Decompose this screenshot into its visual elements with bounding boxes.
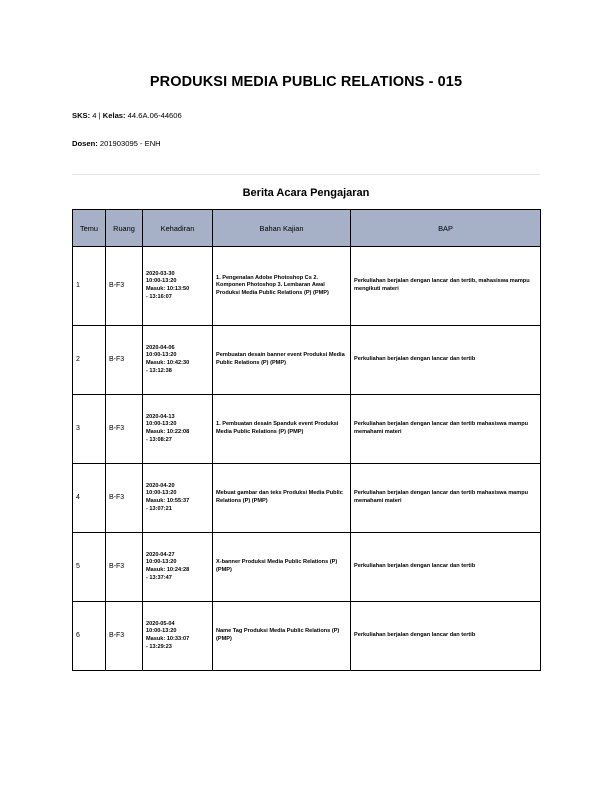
kehadiran-date: 2020-03-30: [146, 270, 175, 277]
kehadiran-schedule: 10:00-13:20: [146, 352, 177, 359]
cell-kehadiran: [143, 326, 213, 395]
kehadiran-schedule: 10:00-13:20: [146, 559, 177, 566]
kehadiran-date: 2020-04-20: [146, 482, 175, 489]
kehadiran-checkout: - 13:16:07: [146, 293, 172, 300]
kehadiran-date: 2020-05-04: [146, 620, 175, 627]
table-row: [73, 247, 541, 326]
table-row: [73, 395, 541, 464]
header-bahan-kajian: Bahan Kajian: [213, 210, 351, 247]
cell-temu: 4: [73, 464, 106, 533]
cell-kehadiran: [143, 395, 213, 464]
kehadiran-checkin: Masuk: 10:33:07: [146, 636, 190, 642]
header-temu: Temu: [73, 210, 106, 247]
kehadiran-checkin: Masuk: 10:55:37: [146, 498, 190, 504]
header-kehadiran: Kehadiran: [143, 210, 213, 247]
kehadiran-schedule: 10:00-13:20: [146, 421, 177, 428]
cell-bahan-kajian: Name Tag Produksi Media Public Relations (P) (PMP): [213, 602, 351, 671]
cell-ruang: B-F3: [106, 395, 143, 464]
kehadiran-checkin: Masuk: 10:24:28: [146, 567, 190, 573]
table-row: [73, 464, 541, 533]
cell-bahan-kajian: X-banner Produksi Media Public Relations (P) (PMP): [213, 533, 351, 602]
kehadiran-schedule: 10:00-13:20: [146, 628, 177, 635]
cell-bahan-kajian: 1. Pembuatan desain Spanduk event Produksi Media Public Relations (P) (PMP): [213, 395, 351, 464]
course-meta-line: [72, 111, 182, 120]
bap-table: [72, 209, 541, 671]
kehadiran-date: 2020-04-27: [146, 551, 175, 558]
page-title: PRODUKSI MEDIA PUBLIC RELATIONS - 015: [149, 74, 463, 90]
cell-bap: Perkuliahan berjalan dengan lancar dan tertib: [351, 326, 541, 395]
table-row: [73, 326, 541, 395]
meta-separator: |: [98, 111, 101, 120]
cell-temu: 1: [73, 247, 106, 326]
cell-ruang: B-F3: [106, 326, 143, 395]
header-bap: BAP: [351, 210, 541, 247]
cell-ruang: B-F3: [106, 464, 143, 533]
dosen-value: 201903095 - ENH: [99, 139, 161, 148]
cell-bahan-kajian: 1. Pengenalan Adobe Photoshop Cs 2. Komponen Photoshop 3. Lembaran Awal Produksi Media Public Relations (P) (PMP): [213, 247, 351, 326]
kehadiran-checkin: Masuk: 10:13:50: [146, 286, 190, 292]
kehadiran-schedule: 10:00-13:20: [146, 278, 177, 285]
kehadiran-checkout: - 13:12:38: [146, 367, 172, 374]
cell-ruang: B-F3: [106, 533, 143, 602]
kehadiran-schedule: 10:00-13:20: [146, 490, 177, 497]
cell-kehadiran: [143, 602, 213, 671]
cell-bap: Perkuliahan berjalan dengan lancar dan tertib: [351, 602, 541, 671]
cell-bap: Perkuliahan berjalan dengan lancar dan tertib mahasiswa mampu memahami materi: [351, 464, 541, 533]
cell-bap: Perkuliahan berjalan dengan lancar dan tertib, mahasiswa mampu mengikuti materi: [351, 247, 541, 326]
cell-temu: 5: [73, 533, 106, 602]
table-row: [73, 602, 541, 671]
kehadiran-date: 2020-04-13: [146, 413, 175, 420]
cell-bap: Perkuliahan berjalan dengan lancar dan tertib mahasiswa mampu memahami materi: [351, 395, 541, 464]
kehadiran-date: 2020-04-06: [146, 344, 175, 351]
kelas-label: Kelas:: [102, 111, 126, 120]
kehadiran-checkout: - 13:37:47: [146, 574, 172, 581]
cell-temu: 3: [73, 395, 106, 464]
dosen-line: [72, 139, 161, 148]
cell-kehadiran: [143, 464, 213, 533]
sks-label: SKS:: [72, 111, 91, 120]
cell-ruang: B-F3: [106, 247, 143, 326]
kehadiran-checkout: - 13:08:27: [146, 436, 172, 443]
kehadiran-checkout: - 13:29:23: [146, 643, 172, 650]
kehadiran-checkin: Masuk: 10:22:08: [146, 429, 190, 435]
cell-bahan-kajian: Mebuat gambar dan teks Produksi Media Public Relations (P) (PMP): [213, 464, 351, 533]
kehadiran-checkin: Masuk: 10:42:30: [146, 360, 190, 366]
kelas-value: 44.6A.06-44606: [127, 111, 182, 120]
cell-bahan-kajian: Pembuatan desain banner event Produksi Media Public Relations (P) (PMP): [213, 326, 351, 395]
dosen-label: Dosen:: [72, 139, 98, 148]
cell-bap: Perkuliahan berjalan dengan lancar dan tertib: [351, 533, 541, 602]
cell-ruang: B-F3: [106, 602, 143, 671]
header-ruang: Ruang: [106, 210, 143, 247]
cell-temu: 6: [73, 602, 106, 671]
cell-kehadiran: [143, 533, 213, 602]
kehadiran-checkout: - 13:07:21: [146, 505, 172, 512]
cell-temu: 2: [73, 326, 106, 395]
cell-kehadiran: [143, 247, 213, 326]
sks-value: 4: [92, 111, 97, 120]
table-row: [73, 533, 541, 602]
divider: [72, 174, 540, 175]
table-header-row: [73, 210, 541, 247]
section-title: Berita Acara Pengajaran: [242, 187, 370, 199]
